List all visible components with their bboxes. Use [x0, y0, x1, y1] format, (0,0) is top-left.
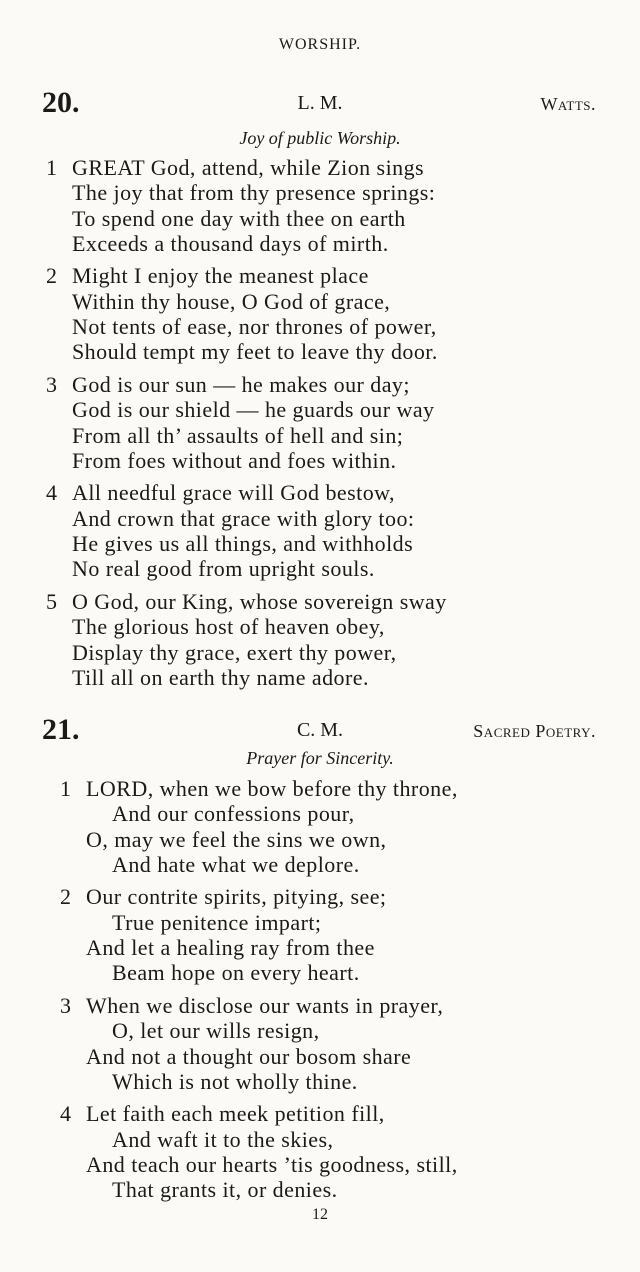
verse-line [0, 1069, 640, 1094]
verse-text: No real good from upright souls. [72, 556, 375, 582]
verse-text: And our confessions pour, [112, 801, 355, 827]
verse-line [0, 993, 640, 1018]
verse-line [0, 589, 640, 614]
hymn-meter: L. M. [297, 92, 343, 114]
verse-line [0, 1152, 640, 1177]
verse-line [0, 665, 640, 690]
verse-text: Beam hope on every heart. [112, 960, 360, 986]
verse-text: Might I enjoy the meanest place [72, 263, 369, 289]
hymn-21-body [0, 776, 640, 1210]
verse-line [0, 935, 640, 960]
verse-text: Which is not wholly thine. [112, 1068, 358, 1094]
verse-text: Till all on earth thy name adore. [72, 664, 369, 690]
verse-line [0, 801, 640, 826]
verse-line [0, 1177, 640, 1202]
page-number: 12 [312, 1206, 328, 1223]
verse-text: God is our shield — he guards our way [72, 397, 435, 423]
verse-line [0, 776, 640, 801]
verse-line [0, 155, 640, 180]
verse-line [0, 339, 640, 364]
hymn-author: Watts. [540, 94, 596, 114]
hymn-meter: C. M. [296, 719, 344, 741]
verse-line [0, 556, 640, 581]
verse-text: Let faith each meek petition fill, [86, 1101, 385, 1127]
verse-line [0, 206, 640, 231]
verse-line [0, 614, 640, 639]
verse-text: Our contrite spirits, pitying, see; [86, 884, 387, 910]
hymn-20-header [0, 86, 640, 122]
verse-line [0, 1044, 640, 1069]
stanza [0, 1101, 640, 1202]
verse-text: And teach our hearts ’tis goodness, still, [86, 1152, 458, 1178]
verse-line [0, 423, 640, 448]
verse-text: O, let our wills resign, [112, 1018, 320, 1044]
verse-text: True penitence impart; [112, 909, 322, 935]
verse-line [0, 827, 640, 852]
verse-text: And hate what we deplore. [112, 851, 360, 877]
verse-line [0, 397, 640, 422]
verse-line [0, 372, 640, 397]
hymn-21-header [0, 713, 640, 749]
hymn-author: Sacred Poetry. [473, 721, 596, 741]
verse-text: O God, our King, whose sovereign sway [72, 588, 447, 614]
stanza [0, 372, 640, 473]
verse-text: To spend one day with thee on earth [72, 205, 406, 231]
verse-text: O, may we feel the sins we own, [86, 826, 387, 852]
stanza-number: 1 [46, 155, 58, 180]
verse-text: From all th’ assaults of hell and sin; [72, 422, 404, 448]
stanza [0, 480, 640, 581]
verse-text: Should tempt my feet to leave thy door. [72, 339, 438, 365]
stanza [0, 884, 640, 985]
verse-line [0, 531, 640, 556]
stanza-number: 4 [46, 480, 58, 506]
verse-text: The glorious host of heaven obey, [72, 614, 385, 640]
stanza [0, 776, 640, 877]
stanza-number: 3 [46, 371, 58, 397]
verse-line [0, 1018, 640, 1043]
verse-text: Within thy house, O God of grace, [72, 288, 391, 314]
verse-text: From foes without and foes within. [72, 447, 397, 473]
verse-text: Display thy grace, exert thy power, [72, 639, 397, 665]
stanza-number: 1 [60, 776, 72, 801]
stanza-number: 2 [60, 884, 72, 910]
verse-line [0, 884, 640, 909]
verse-text: Exceeds a thousand days of mirth. [72, 230, 389, 256]
verse-line [0, 231, 640, 256]
stanza [0, 993, 640, 1094]
verse-text: That grants it, or denies. [112, 1177, 338, 1203]
verse-line [0, 640, 640, 665]
verse-line [0, 180, 640, 205]
stanza [0, 263, 640, 364]
verse-line [0, 448, 640, 473]
verse-line [0, 910, 640, 935]
verse-line [0, 289, 640, 314]
stanza-number: 4 [60, 1101, 72, 1127]
hymn-number: 21. [42, 713, 80, 746]
stanza [0, 589, 640, 690]
verse-text: And crown that grace with glory too: [72, 505, 415, 531]
hymn-20-body [0, 155, 640, 697]
verse-line [0, 1127, 640, 1152]
running-head: WORSHIP. [278, 36, 362, 53]
verse-line [0, 263, 640, 288]
verse-line [0, 1101, 640, 1126]
stanza-number: 3 [60, 992, 72, 1018]
verse-line [0, 480, 640, 505]
hymn-title: Joy of public Worship. [239, 128, 401, 148]
hymn-number: 20. [42, 86, 80, 119]
verse-line [0, 852, 640, 877]
verse-text: God is our sun — he makes our day; [72, 371, 410, 397]
stanza-number: 2 [46, 263, 58, 289]
verse-text: And not a thought our bosom share [86, 1043, 412, 1069]
verse-text: And let a healing ray from thee [86, 935, 375, 961]
verse-text: And waft it to the skies, [112, 1126, 334, 1152]
verse-text: The joy that from thy presence springs: [72, 180, 436, 206]
verse-text: Not tents of ease, nor thrones of power, [72, 314, 437, 340]
hymn-title: Prayer for Sincerity. [246, 748, 394, 768]
verse-text: GREAT God, attend, while Zion sings [72, 155, 425, 180]
stanza [0, 155, 640, 256]
stanza-number: 5 [46, 588, 58, 614]
verse-line [0, 506, 640, 531]
verse-line [0, 960, 640, 985]
verse-text: He gives us all things, and withholds [72, 531, 414, 557]
verse-text: LORD, when we bow before thy throne, [86, 776, 458, 801]
verse-text: All needful grace will God bestow, [72, 480, 396, 506]
verse-line [0, 314, 640, 339]
verse-text: When we disclose our wants in prayer, [86, 992, 444, 1018]
